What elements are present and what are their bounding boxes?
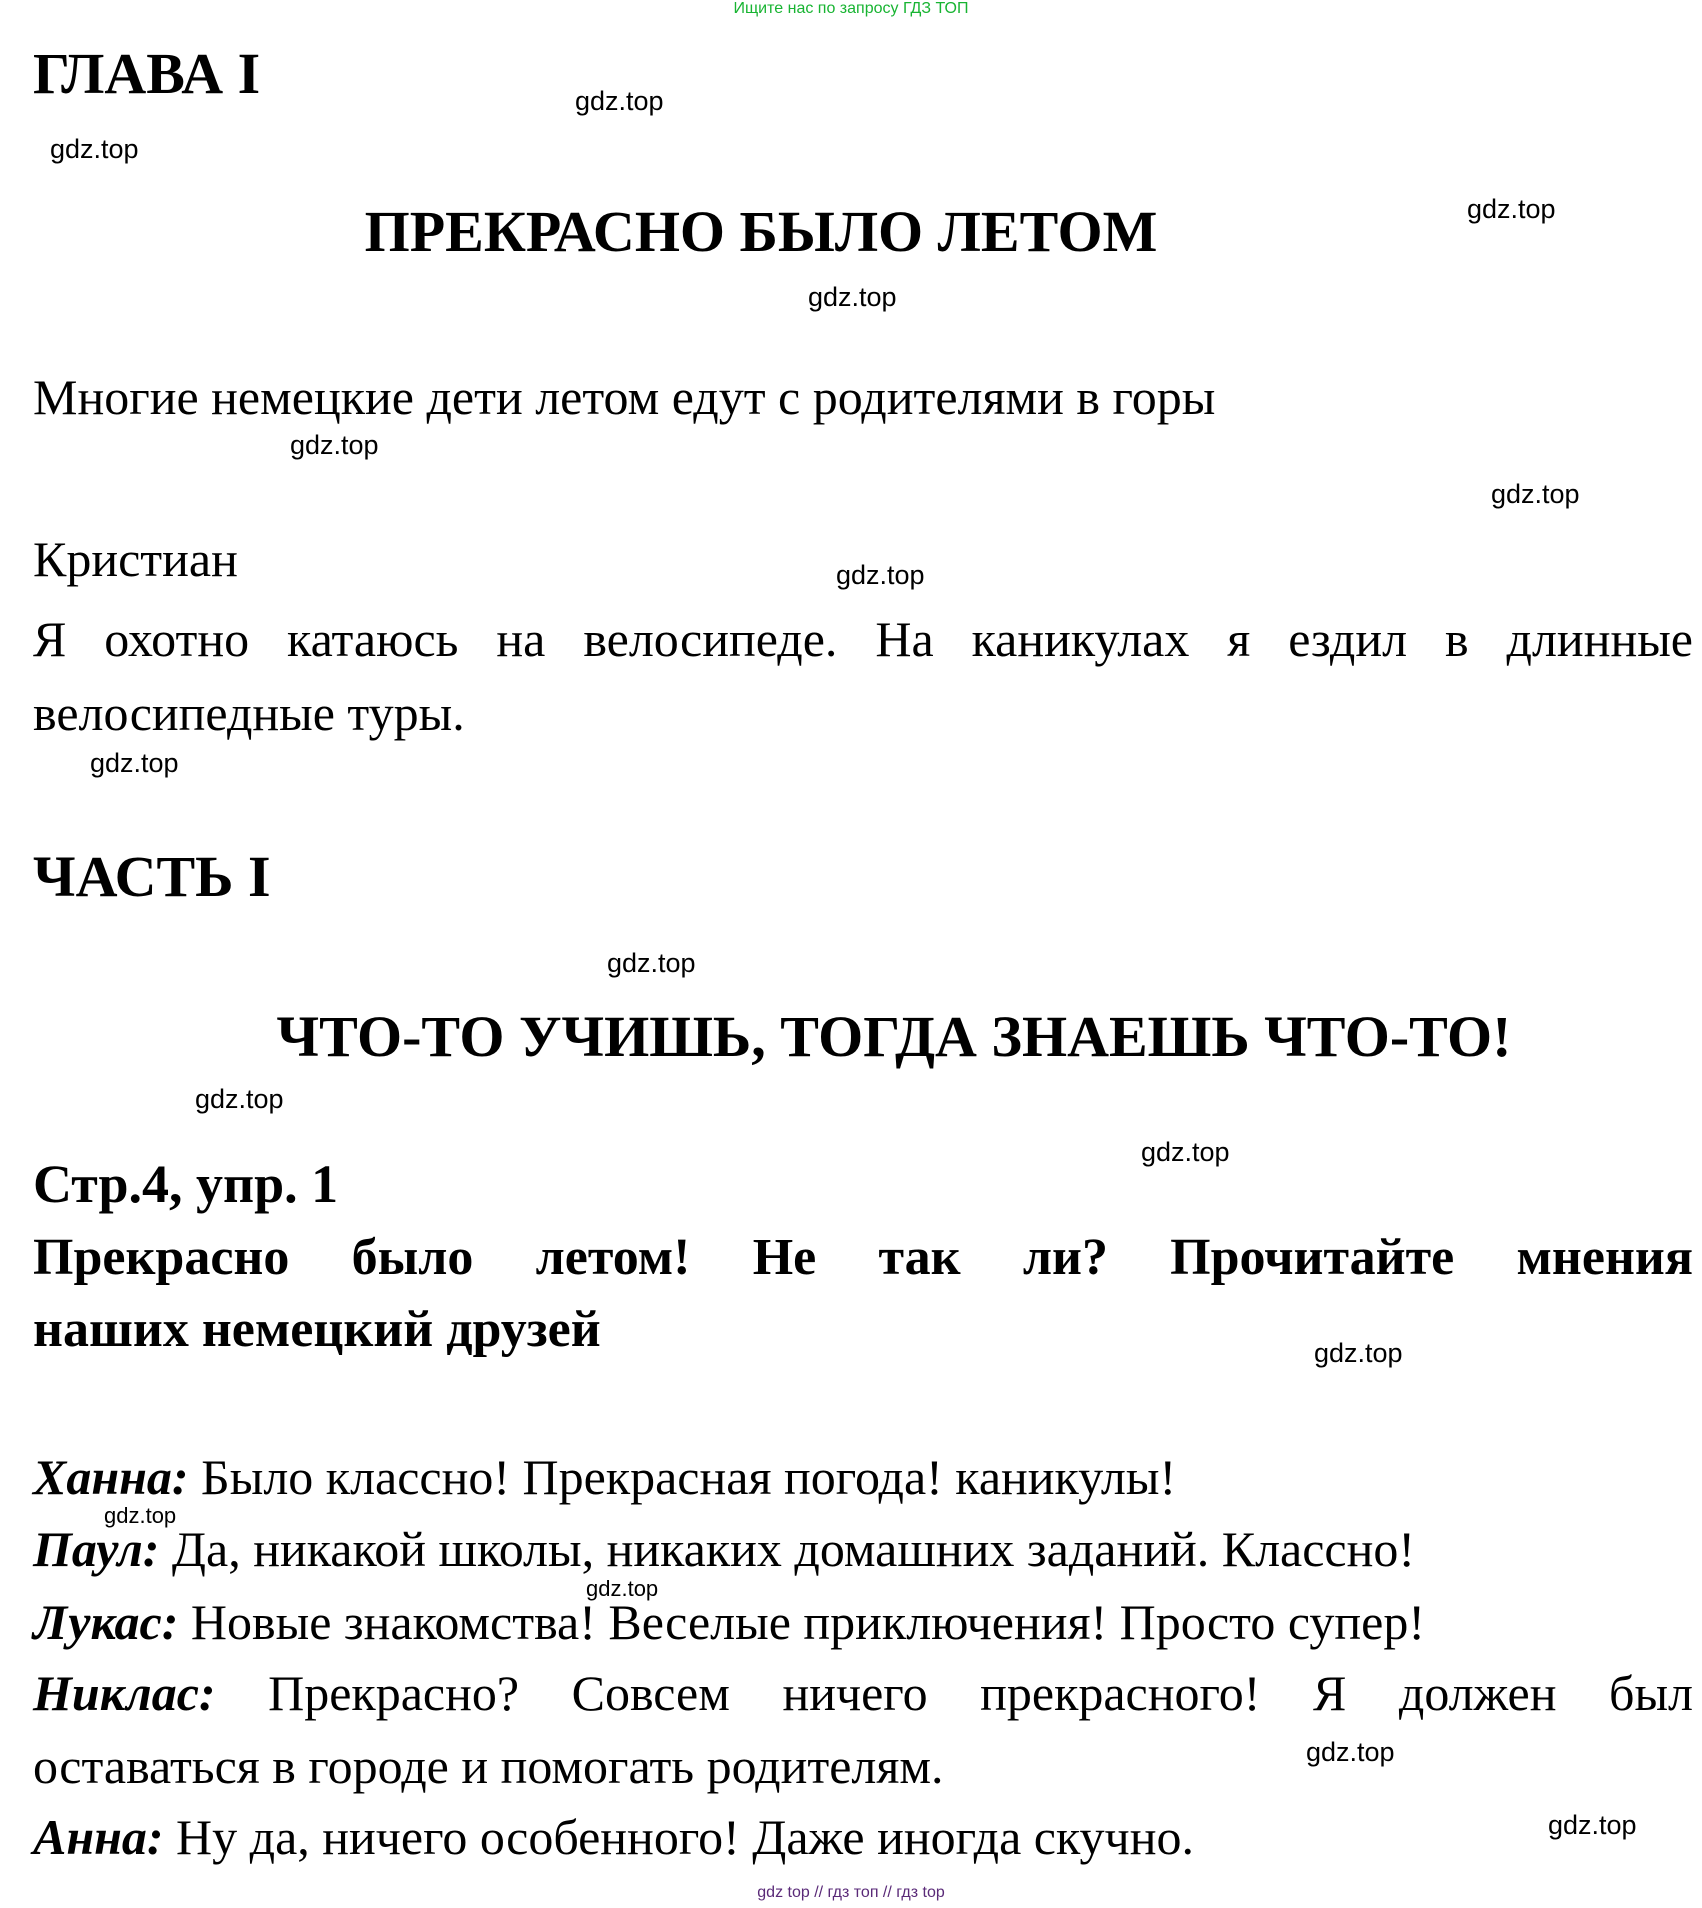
speaker-text-line2: велосипедные туры. bbox=[33, 685, 465, 741]
speaker-name: Кристиан bbox=[33, 531, 238, 587]
watermark: gdz.top bbox=[1491, 479, 1580, 509]
dialogue-text: Было классно! Прекрасная погода! каникулы! bbox=[188, 1449, 1177, 1505]
watermark: gdz.top bbox=[1141, 1137, 1230, 1167]
watermark: gdz.top bbox=[50, 134, 139, 164]
watermark: gdz.top bbox=[575, 86, 664, 116]
dialogue-line bbox=[33, 1808, 1194, 1866]
footer-banner: gdz top // гдз топ // гдз top bbox=[757, 1884, 945, 1901]
task-line2: наших немецкий друзей bbox=[33, 1301, 601, 1358]
watermark: gdz.top bbox=[1314, 1338, 1403, 1368]
watermark: gdz.top bbox=[1306, 1737, 1395, 1767]
chapter-title: ПРЕКРАСНО БЫЛО ЛЕТОМ bbox=[364, 199, 1158, 264]
watermark: gdz.top bbox=[195, 1084, 284, 1114]
watermark-small: gdz.top bbox=[586, 1576, 659, 1601]
top-banner: Ищите нас по запросу ГДЗ ТОП bbox=[733, 0, 969, 17]
dialogue-line bbox=[33, 1664, 1693, 1722]
dialogue-speaker: Лукас: bbox=[33, 1594, 179, 1650]
watermark: gdz.top bbox=[808, 282, 897, 312]
watermark: gdz.top bbox=[90, 748, 179, 778]
watermark: gdz.top bbox=[1467, 194, 1556, 224]
part-heading: ЧАСТЬ I bbox=[33, 844, 271, 909]
dialogue-line bbox=[33, 1593, 1425, 1651]
dialogue-text: Ну да, ничего особенного! Даже иногда скучно. bbox=[163, 1809, 1194, 1865]
dialogue-speaker: Анна: bbox=[33, 1809, 164, 1865]
dialogue-speaker: Никлас: bbox=[33, 1665, 216, 1721]
dialogue-line bbox=[33, 1737, 944, 1795]
dialogue-text: Да, никакой школы, никаких домашних заданий. Классно! bbox=[159, 1521, 1416, 1577]
intro-sentence: Многие немецкие дети летом едут с родителями в горы bbox=[33, 369, 1216, 425]
dialogue-text: Новые знакомства! Веселые приключения! Просто супер! bbox=[178, 1594, 1425, 1650]
speaker-text-line1: Я охотно катаюсь на велосипеде. На каникулах я ездил в длинные bbox=[33, 611, 1693, 667]
watermark-small: gdz.top bbox=[104, 1503, 177, 1528]
chapter-heading: ГЛАВА I bbox=[33, 41, 261, 106]
exercise-ref: Стр.4, упр. 1 bbox=[33, 1154, 339, 1214]
watermark: gdz.top bbox=[836, 560, 925, 590]
dialogue-line bbox=[33, 1448, 1176, 1506]
dialogue-line bbox=[33, 1520, 1415, 1578]
dialogue-speaker: Ханна: bbox=[33, 1449, 189, 1505]
dialogue-text: оставаться в городе и помогать родителям. bbox=[33, 1738, 944, 1794]
dialogue-text: Прекрасно? Совсем ничего прекрасного! Я должен был bbox=[215, 1665, 1693, 1721]
watermark: gdz.top bbox=[290, 430, 379, 460]
watermark: gdz.top bbox=[1548, 1810, 1637, 1840]
dialogue-speaker: Паул: bbox=[33, 1521, 160, 1577]
watermark: gdz.top bbox=[607, 948, 696, 978]
task-line1: Прекрасно было летом! Не так ли? Прочитайте мнения bbox=[33, 1229, 1693, 1286]
part-title: ЧТО-ТО УЧИШЬ, ТОГДА ЗНАЕШЬ ЧТО-ТО! bbox=[276, 1004, 1512, 1069]
